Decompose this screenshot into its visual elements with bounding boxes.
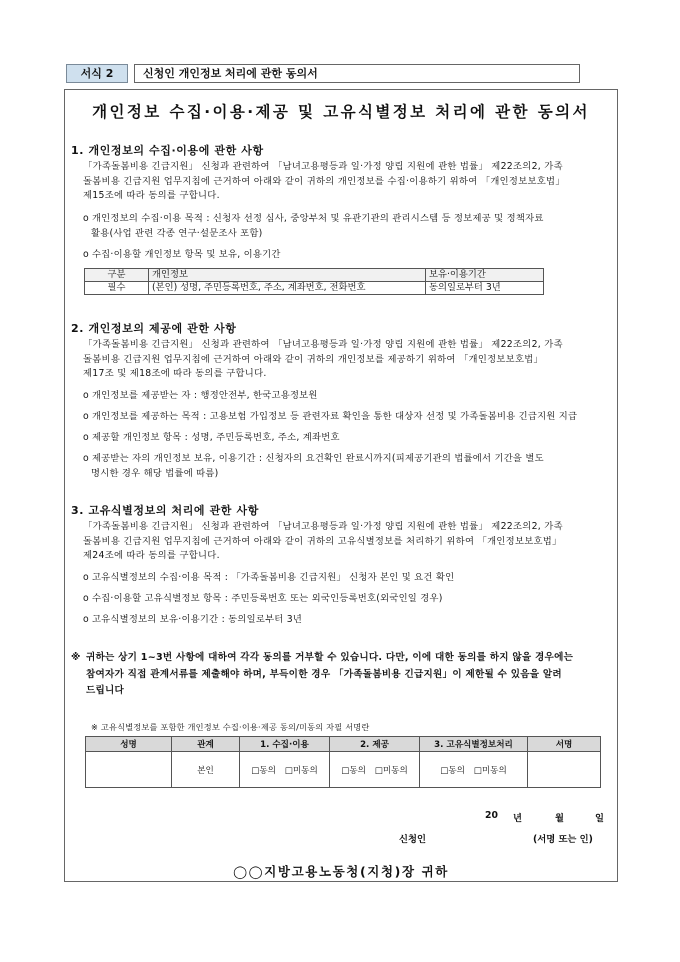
- table-header-cell: 관계: [172, 737, 240, 752]
- section-3-title: 3. 고유식별정보의 처리에 관한 사항: [71, 504, 259, 517]
- paragraph-line: 제15조에 따라 동의를 구합니다.: [83, 190, 220, 201]
- section-2-bullet-period: [83, 452, 607, 481]
- bullet-mark: o: [83, 432, 89, 443]
- paragraph-line: 「가족돌봄비용 긴급지원」 신청과 관련하여 「남녀고용평등과 일·가정 양립 지원에 관한 법률」 제22조의2, 가족: [83, 161, 563, 172]
- agree-checkbox[interactable]: □동의: [341, 765, 366, 776]
- bullet-text: 개인정보를 제공하는 목적 : 고용보험 가입정보 등 관련자료 확인을 통한 대상자 선정 및 가족돌봄비용 긴급지원 지급: [91, 411, 578, 422]
- collection-items-table: [84, 268, 544, 295]
- bullet-text: 개인정보의 수집·이용 목적 : 신청자 선정 심사, 중앙부처 및 유관기관의 관리시스템 등 정보제공 및 정책자료: [91, 213, 544, 224]
- section-2-bullet-purpose: [83, 410, 607, 425]
- paragraph-line: 돌봄비용 긴급지원 업무지침에 근거하여 아래와 같이 귀하의 고유식별정보를 처리하기 위하여 「개인정보보호법」: [83, 535, 562, 547]
- table-row: [85, 282, 544, 295]
- table-row: [86, 752, 601, 788]
- document-frame: [64, 89, 618, 882]
- paragraph-line: 제17조 및 제18조에 따라 동의를 구합니다.: [83, 368, 267, 379]
- section-3-bullet-period: [83, 613, 607, 628]
- table-cell: 동의일로부터 3년: [426, 282, 544, 295]
- paragraph-line: 「가족돌봄비용 긴급지원」 신청과 관련하여 「남녀고용평등과 일·가정 양립 지원에 관한 법률」 제22조의2, 가족: [83, 339, 563, 350]
- date-day-unit: 일: [595, 813, 604, 824]
- signature-input-cell[interactable]: [528, 752, 601, 788]
- section-1-bullet-items: [83, 248, 607, 263]
- section-1-title: 1. 개인정보의 수집·이용에 관한 사항: [71, 144, 264, 157]
- disagree-checkbox[interactable]: □미동의: [284, 765, 318, 776]
- table-header-cell: 개인정보: [149, 269, 426, 282]
- notice-mark: ※: [71, 652, 81, 663]
- paragraph-line: 제24조에 따라 동의를 구합니다.: [83, 550, 220, 561]
- collection-consent-cell: [240, 752, 330, 788]
- bullet-text: 고유식별정보의 보유·이용기간 : 동의일로부터 3년: [91, 614, 303, 625]
- bullet-mark: o: [83, 249, 89, 260]
- section-2-title: 2. 개인정보의 제공에 관한 사항: [71, 322, 237, 335]
- table-cell: (본인) 성명, 주민등록번호, 주소, 계좌번호, 전화번호: [149, 282, 426, 295]
- consent-signature-table: [85, 736, 601, 788]
- bullet-mark: o: [83, 411, 89, 422]
- bullet-text: 개인정보를 제공받는 자 : 행정안전부, 한국고용정보원: [91, 390, 318, 401]
- bullet-mark: o: [83, 572, 89, 583]
- table-header-row: [85, 269, 544, 282]
- refusal-notice: [71, 650, 611, 700]
- table-header-cell: 구분: [85, 269, 149, 282]
- addressee: ◯◯지방고용노동청(지청)장 귀하: [233, 864, 449, 879]
- table-header-cell: 보유·이용기간: [426, 269, 544, 282]
- signature-note: ※ 고유식별정보를 포함한 개인정보 수집·이용·제공 동의/미동의 자필 서명란: [91, 722, 370, 732]
- bullet-text: 제공받는 자의 개인정보 보유, 이용기간 : 신청자의 요건확인 완료시까지(피제공기관의 법률에서 기간을 별도: [91, 453, 544, 464]
- section-1-bullet-purpose: [83, 212, 607, 241]
- table-header-row: [86, 737, 601, 752]
- section-1-paragraph: [83, 160, 603, 204]
- section-3-bullet-items: [83, 592, 607, 607]
- signer-label: 신청인: [399, 834, 426, 845]
- bullet-text: 수집·이용할 고유식별정보 항목 : 주민등록번호 또는 외국인등록번호(외국인일 경우): [91, 593, 443, 604]
- section-3-bullet-purpose: [83, 571, 607, 586]
- bullet-mark: o: [83, 213, 89, 224]
- form-header: [66, 64, 580, 83]
- section-2-bullet-items: [83, 431, 607, 446]
- table-header-cell: 2. 제공: [330, 737, 420, 752]
- name-input-cell[interactable]: [86, 752, 172, 788]
- document-title: 개인정보 수집·이용·제공 및 고유식별정보 처리에 관한 동의서: [92, 103, 590, 121]
- bullet-mark: o: [83, 453, 89, 464]
- agree-checkbox[interactable]: □동의: [440, 765, 465, 776]
- bullet-mark: o: [83, 614, 89, 625]
- bullet-text: 활용(사업 관련 각종 연구·설문조사 포함): [91, 227, 263, 239]
- paragraph-line: 돌봄비용 긴급지원 업무지침에 근거하여 아래와 같이 귀하의 개인정보를 제공하기 위하여 「개인정보보호법」: [83, 353, 544, 365]
- disagree-checkbox[interactable]: □미동의: [374, 765, 408, 776]
- bullet-text: 명시한 경우 해당 법률에 따름): [91, 467, 219, 479]
- notice-line: 귀하는 상기 1~3번 사항에 대하여 각각 동의를 거부할 수 있습니다. 다만, 이에 대한 동의를 하지 않을 경우에는: [86, 652, 574, 663]
- unique-id-consent-cell: [420, 752, 528, 788]
- date-year-unit: 년: [513, 813, 522, 824]
- bullet-text: 제공할 개인정보 항목 : 성명, 주민등록번호, 주소, 계좌번호: [91, 432, 340, 443]
- relation-cell: 본인: [172, 752, 240, 788]
- section-3-paragraph: [83, 520, 603, 564]
- form-title: 신청인 개인정보 처리에 관한 동의서: [134, 64, 580, 83]
- table-header-cell: 3. 고유식별정보처리: [420, 737, 528, 752]
- paragraph-line: 「가족돌봄비용 긴급지원」 신청과 관련하여 「남녀고용평등과 일·가정 양립 지원에 관한 법률」 제22조의2, 가족: [83, 521, 563, 532]
- agree-checkbox[interactable]: □동의: [251, 765, 276, 776]
- bullet-text: 수집·이용할 개인정보 항목 및 보유, 이용기간: [91, 249, 281, 260]
- date-month-unit: 월: [555, 813, 564, 824]
- notice-line: 드립니다: [86, 685, 125, 696]
- section-2-paragraph: [83, 338, 603, 382]
- provision-consent-cell: [330, 752, 420, 788]
- bullet-mark: o: [83, 593, 89, 604]
- table-header-cell: 성명: [86, 737, 172, 752]
- form-number-tag: 서식 2: [66, 64, 128, 83]
- table-header-cell: 1. 수집·이용: [240, 737, 330, 752]
- paragraph-line: 돌봄비용 긴급지원 업무지침에 근거하여 아래와 같이 귀하의 개인정보를 수집·이용하기 위하여 「개인정보보호법」: [83, 175, 565, 187]
- disagree-checkbox[interactable]: □미동의: [473, 765, 507, 776]
- signer-sign-hint: (서명 또는 인): [533, 834, 593, 845]
- section-2-bullet-recipient: [83, 389, 607, 404]
- table-header-cell: 서명: [528, 737, 601, 752]
- date-year: 20: [485, 810, 498, 821]
- table-cell: 필수: [85, 282, 149, 295]
- bullet-text: 고유식별정보의 수집·이용 목적 : 「가족돌봄비용 긴급지원」 신청자 본인 및 요건 확인: [91, 572, 455, 583]
- bullet-mark: o: [83, 390, 89, 401]
- notice-line: 참여자가 직접 관계서류를 제출해야 하며, 부득이한 경우 「가족돌봄비용 긴급지원」이 제한될 수 있음을 알려: [86, 668, 562, 680]
